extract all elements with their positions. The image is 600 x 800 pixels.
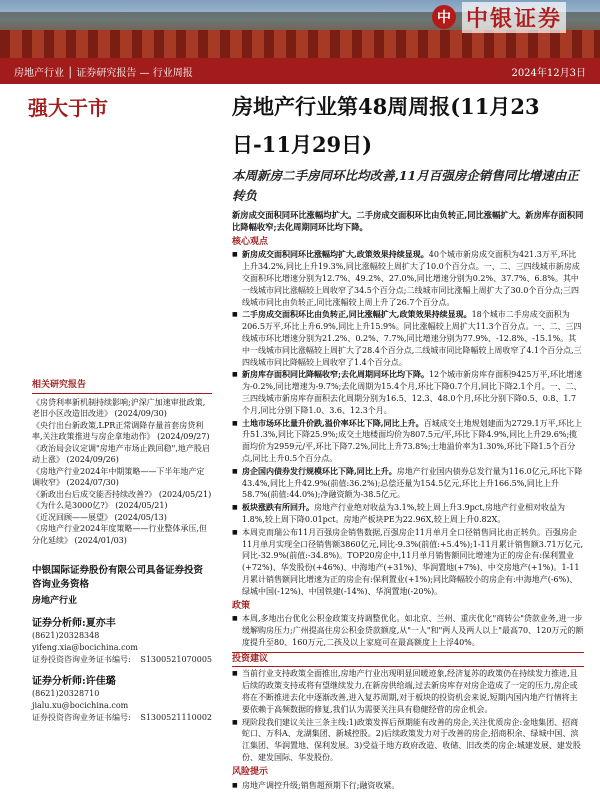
bullet-text: 百城成交土地规划建面为2729.1万平,环比上升51.3%,同比下降25.9%;成交土地楼面均价为807.5元/平,环比下降4.9%,同比上升29.6%;揽面均价为2959元/平,环比下降7.2%,同比上升73.8%;土地溢价率为1.30%,环比下降1.5个百分点,同比上升0.5个百分点。 [242, 418, 583, 463]
section-heading: 投资建议 [232, 652, 584, 668]
bullet-paragraph [232, 668, 584, 715]
related-report-title: 《央行出台新政策,LPR正常调降存量首套房贷利率,关注政策推进与房企拿地动作》 [32, 420, 204, 441]
bullet-paragraph [232, 466, 584, 501]
related-report-date: (2024/07/30) [64, 478, 119, 487]
related-reports-list [32, 397, 212, 547]
report-date: 2024年12月3日 [511, 67, 586, 79]
bullet-text: 房地产调控升级;销售超预期下行;融资收紧。 [242, 780, 400, 790]
bullet-text: 房地产行业绝对收益为3.1%,较上周上升3.9pct,房地产行业相对收益为1.8%,较上周下降0.01pct。房地产板块PE为22.96X,较上周上升0.82X。 [242, 503, 565, 524]
bullet-paragraph [232, 369, 584, 416]
section-heading: 核心观点 [232, 236, 269, 247]
related-report-title: 《房贷利率新机制持续影响;沪深广加速审批政策,老旧小区改造旧改进》 [32, 397, 206, 418]
bullet-text: 本周,多地出台优化公积金政策支持调整优化。如北京、兰州、重庆优化"商转公"贷款业务,进一步缓解购房压力;广州提高住房公积金贷款额度,从"一人"和"两人及两人以上"最高70、120万元的额度提升至80、160万元,二孩及以上家庭可在最高额度上上浮40%。 [242, 614, 584, 647]
analyst-license-row [32, 712, 212, 724]
bullet-text: 18个城市二手房成交面积为206.5万平,环比上升6.9%,同比上升15.9%。同比涨幅较上周扩大11.3个百分点。一、二、三四线城市环比增速分别为21.2%、0.2%、7.7%,同比增速分别为77.9%、-12.8%、-15.1%。其中一线城市同比涨幅较上周扩大了28.4个百分点,二线城市同比降幅较上周收窄了4.1个百分点,三四线城市同比降幅较上周收窄了1.4个百分点。 [242, 310, 582, 367]
bullet-paragraph [232, 249, 584, 308]
related-report-item[interactable] [32, 466, 212, 489]
analyst-name-row [32, 676, 212, 688]
related-report-date: (2024/09/26) [64, 455, 119, 464]
related-report-item[interactable] [32, 489, 212, 501]
related-report-title: 《为什么是3000亿?》 [32, 501, 113, 510]
report-category: 房地产行业 │ 证券研究报告 — 行业周报 [14, 67, 193, 79]
related-report-title: 《房地产行业2024年度策略——行业整体承压,但分化延续》 [32, 524, 207, 545]
analyst-phone: (8621)20328710 [32, 688, 100, 698]
cover-banner [0, 0, 600, 58]
analyst-name-row [32, 618, 212, 630]
analyst-name: 夏亦丰 [85, 617, 116, 629]
main-content [232, 210, 584, 792]
analyst-list [32, 618, 212, 724]
related-report-item[interactable] [32, 512, 212, 524]
analyst-phone: (8621)20328348 [32, 630, 100, 640]
related-report-item[interactable] [32, 397, 212, 420]
bullet-paragraph [232, 502, 584, 526]
bullet-paragraph [232, 527, 584, 598]
related-report-item[interactable] [32, 500, 212, 512]
related-report-item[interactable] [32, 443, 212, 466]
bullet-paragraph [232, 309, 584, 368]
analyst-name: 许佳璐 [85, 675, 116, 687]
bank-logo-icon: 中 [432, 5, 456, 29]
related-report-date: (2024/05/21) [112, 501, 168, 510]
bullet-text: 现阶段我们建议关注三条主线:1)政策发挥后预期能有改善的房企,关注优质房企:金地集团、招商蛇口、万科A、龙湖集团、新城控股。2)后续政策发力对于改善的房企,招商积余、绿城中国、滨江集团、华润置地、保利发展。3)受益于地方政府改造、收储、旧改类的房企:城建发展、建发股份、建发国际、华发股份。 [242, 717, 581, 763]
related-report-title: 《新政出台后成交能否持续改善?》 [32, 489, 157, 499]
brand-logo-block [432, 2, 566, 32]
bullet-text: 12个城市新房库存面积9425万平,环比增速为-0.2%,同比增速为-9.7%;去化周期为15.4个月,环比下降0.7个月,同比下降2.1个月。一、二、三四线城市新房库存面积去化周期分别为16.5、12.3、48.0个月,环比分别下降0.5、0.8、1.7个月,同比分别下降1.0、3.6、12.3个月。 [242, 370, 583, 415]
brand-name: 中银证券 [462, 2, 566, 33]
bullet-bold-lead: 房企国内债券发行规模环比下降,同比上升。 [242, 465, 397, 476]
analyst-label: 证券分析师: [32, 617, 86, 629]
lead-summary: 新房成交面积同环比涨幅均扩大。二手房成交面积环比由负转正,同比涨幅扩大。新房库存面积同比降幅收窄;去化周期同环比均下降。 [232, 210, 584, 232]
bullet-paragraph [232, 418, 584, 465]
related-report-item[interactable] [32, 420, 212, 443]
analyst-card [32, 618, 212, 666]
analyst-card [32, 676, 212, 724]
industry-label: 房地产行业 [32, 596, 78, 606]
analyst-email[interactable]: yifeng.xia@bocichina.com [32, 642, 138, 652]
bullet-text: 当前行业支持政策全面推出,房地产行业出现明显回暖迹象,经济复苏的政策仍在持续发力推进,且后续的政策支持或将有望继续发力,在新房供给端,过去新房库存对房企造成了一定的压力,房企或将在不断推进去化中逐渐改善,进入复苏周期,对于板块的投资机会来说,短期内国内地产行情将主要依赖于高频数据的修复,我们认为需要关注具有稳健经营的房企机会。 [242, 669, 578, 714]
bullet-bold-lead: 土地市场环比量升价跌,溢价率环比下降,同比上升。 [242, 417, 424, 428]
bullet-text: 40个城市新房成交面积为421.3万平,环比上升34.2%,同比上升19.3%,同比涨幅较上周扩大了10.0个百分点。一、二、三四线城市新房成交面积环比增速分别为12.7%、49.2%、27.0%,同比增速分别为0.2%、37.7%、6.8%。其中一线城市同比涨幅较上周收窄了34.5个百分点;二线城市同比涨幅上周扩大了30.0个百分点;三四线城市同比由负转正,同比涨幅较上周上升了26.7个百分点。 [242, 250, 580, 307]
related-report-date: (2024/01/03) [72, 535, 127, 545]
related-report-title: 《近况回顾——展望》 [32, 512, 112, 522]
section-heading: 政策 [232, 600, 251, 611]
bullet-paragraph [232, 780, 584, 792]
analyst-license-number: S1300521070005 [140, 654, 212, 664]
analyst-license-label: 证券投资咨询业务证书编号: [32, 712, 131, 722]
bullet-bold-lead: 新房库存面积同比降幅收窄;去化周期同环比均下降。 [242, 369, 429, 380]
report-subtitle: 本周新房二手房同环比均改善,11月百强房企销售同比增速由正转负 [232, 168, 579, 203]
related-report-date: (2024/05/21) [156, 489, 212, 499]
rating-label: 强大于市 [28, 96, 108, 120]
sidebar [32, 380, 212, 724]
bullet-text: 房地产行业国内债券总发行量为116.0亿元,环比下降43.4%,同比上升42.9%(前值:36.2%);总偿还量为154.5亿元,环比上升166.5%,同比上升58.7%(前值:44.0%);净融资额为-38.5亿元。 [242, 466, 583, 500]
related-report-date: (2024/09/30) [112, 409, 167, 418]
related-report-date: (2024/05/13) [112, 512, 167, 522]
bullet-bold-lead: 板块涨跌有所回升。 [242, 502, 314, 513]
analyst-label: 证券分析师: [32, 675, 86, 687]
bullet-bold-lead: 新房成交面积同环比涨幅均扩大,政策效果持续显现。 [242, 249, 429, 260]
analyst-license-row [32, 654, 212, 666]
related-report-title: 《政治局会议定调"房地产市场止跌回稳",地产股启动上涨》 [32, 443, 210, 464]
related-report-item[interactable] [32, 523, 212, 546]
organization-name: 中银国际证券股份有限公司具备证券投资咨询业务资格 [32, 565, 204, 590]
analyst-email[interactable]: jialu.xu@bocichina.com [32, 700, 129, 710]
report-title: 房地产行业第48周周报(11月23日-11月29日) [232, 94, 540, 157]
bullet-bold-lead: 二手房成交面积环比由负转正,同比涨幅扩大,政策效果持续显现。 [242, 309, 472, 320]
sections [232, 237, 584, 792]
analyst-license-label: 证券投资咨询业务证书编号: [32, 654, 131, 664]
building-pillars-shape [0, 30, 600, 58]
section-heading: 风险提示 [232, 766, 269, 777]
analyst-license-number: S1300521110002 [140, 712, 212, 722]
bullet-text: 本周克而瑞公布11月百强房企销售数据,百强房企11月单月全口径销售同比由正转负。百强房企11月单月实现全口径销售额3860亿元,同比-9.3%(前值:+5.4%);1-11月累计销售额3.71万亿元,同比-32.9%(前值:-34.8%)。TOP20房企中,11月单月销售额同比增速为正的房企有:保利置业(+72%)、华发股份(+46%)、中海地产(+31%)、华润置地(+7%)、中交房地产(+1%)。1-11月累计销售额同比增速为正的房企有:保利置业(+1%);同比降幅较小的房企有:中海地产(-6%)、绿城中国(-12%)、中国铁建(-14%)、华润置地(-20%)。 [242, 527, 584, 596]
related-reports-heading: 相关研究报告 [32, 380, 212, 394]
bullet-paragraph [232, 613, 584, 648]
related-report-title: 《房地产行业2024年中期策略——下半年地产定调收窄》 [32, 466, 205, 487]
bullet-paragraph [232, 717, 584, 764]
report-header-bar [0, 58, 600, 84]
related-report-date: (2024/09/27) [154, 432, 210, 441]
